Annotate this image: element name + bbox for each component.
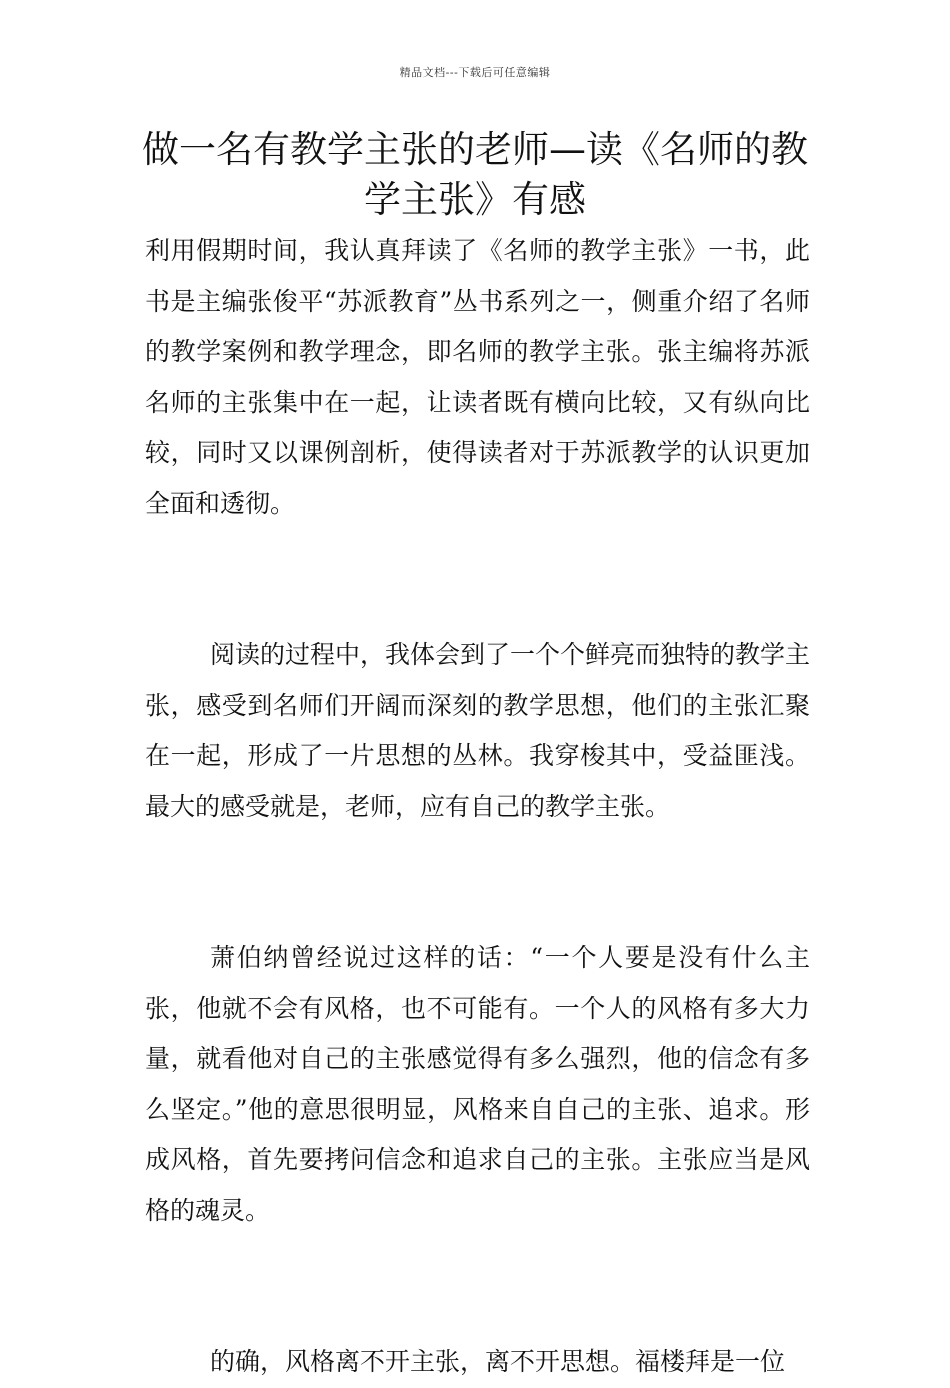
paragraph-gap [145, 529, 810, 630]
paragraph-gap [145, 1236, 810, 1337]
paragraph-style-thought: 的确，风格离不开主张，离不开思想。福楼拜是一位 [210, 1347, 786, 1376]
header-note: 精品文档---下载后可任意编辑 [399, 66, 551, 79]
paragraph-reading-experience: 阅读的过程中，我体会到了一个个鲜亮而独特的教学主张，感受到名师们开阔而深刻的教学思想，他们的主张汇聚在一起，形成了一片思想的丛林。我穿梭其中，受益匪浅。最大的感受就是，老师，应有自己的教学主张。 [145, 640, 811, 821]
document-body [145, 226, 810, 1388]
paragraph-shaw-quote: 萧伯纳曾经说过这样的话：“一个人要是没有什么主张，他就不会有风格，也不可能有。一个人的风格有多大力量，就看他对自己的主张感觉得有多么强烈，他的信念有多么坚定。”他的意思很明显，风格来自自己的主张、追求。形成风格，首先要拷问信念和追求自己的主张。主张应当是风格的魂灵。 [145, 943, 810, 1225]
document-title: 做一名有教学主张的老师—读《名师的教学主张》有感 [142, 128, 808, 221]
paragraph-gap [145, 832, 810, 933]
paragraph-intro: 利用假期时间，我认真拜读了《名师的教学主张》一书，此书是主编张俊平“苏派教育”丛书系列之一，侧重介绍了名师的教学案例和教学理念，即名师的教学主张。张主编将苏派名师的主张集中在一起，让读者既有横向比较，又有纵向比较，同时又以课例剖析，使得读者对于苏派教学的认识更加全面和透彻。 [145, 236, 810, 518]
